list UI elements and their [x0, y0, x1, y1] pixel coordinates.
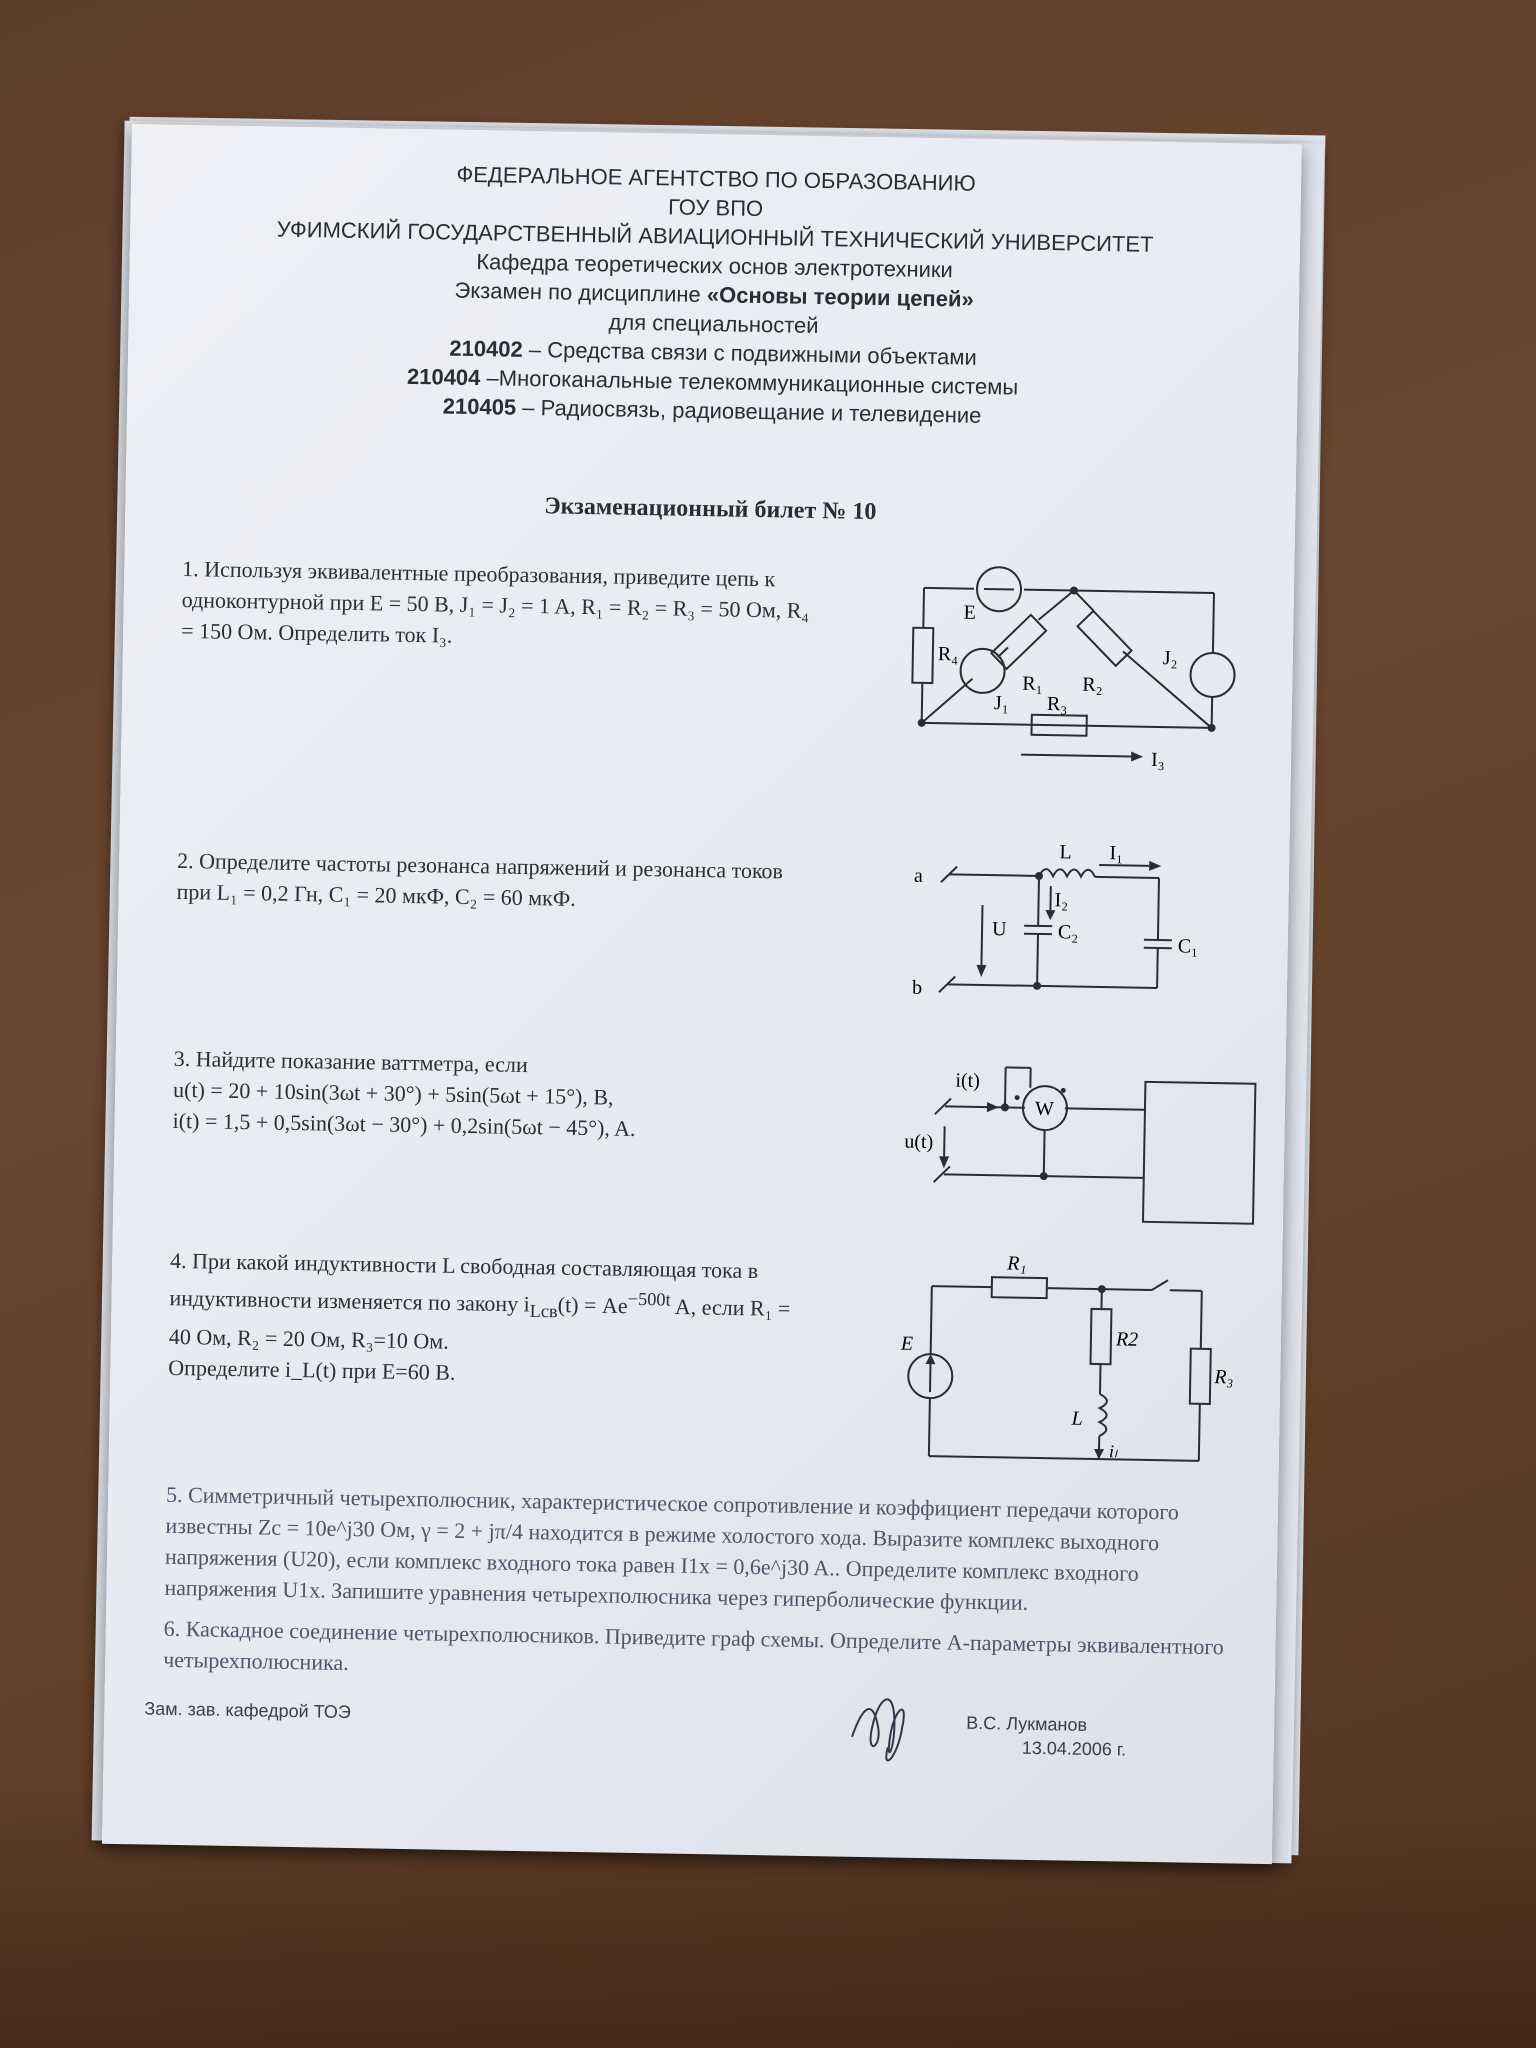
task-4-subquestion: Определите i_L(t) при E=60 B. — [168, 1354, 456, 1385]
switch-icon — [1152, 1280, 1168, 1290]
label-r4: R₄ — [937, 643, 959, 666]
handwritten-signature — [841, 1667, 923, 1778]
resistor-r3-icon — [1190, 1349, 1211, 1404]
university-line: УФИМСКИЙ ГОСУДАРСТВЕННЫЙ АВИАЦИОННЫЙ ТЕХНИЧЕСКИЙ УНИВЕРСИТЕТ — [276, 216, 1154, 257]
deputy-head-label: Зам. зав. кафедрой ТОЭ — [144, 1698, 351, 1723]
specialties-label: для специальностей — [608, 309, 819, 339]
specialty-3: 210405 – Радиосвязь, радиовещание и телевидение — [442, 393, 982, 428]
label-u: U — [991, 918, 1007, 941]
wattmeter-circuit-diagram — [903, 1056, 1236, 1242]
label-i2: I₂ — [1054, 889, 1069, 912]
task-2-text: 2. Определите частоты резонанса напряжений и резонанса токов при L₁ = 0,2 Гн, C₁ = 20 мкФ, C₂ = 60 мкФ. — [176, 847, 784, 911]
specialty-2: 210404 –Многоканальные телекоммуникационные системы — [406, 363, 1019, 400]
label-r2: R₂ — [1082, 673, 1103, 697]
agency-line: ФЕДЕРАЛЬНОЕ АГЕНТСТВО ПО ОБРАЗОВАНИЮ — [456, 161, 976, 196]
label-c2: C₂ — [1057, 921, 1079, 944]
signer-name: В.С. Лукманов — [966, 1712, 1088, 1735]
resistor-r2-icon — [1078, 611, 1132, 666]
label-u-t: u(t) — [904, 1130, 934, 1154]
label-c1: C₁ — [1177, 935, 1199, 958]
task-3-intro: 3. Найдите показание ваттметра, если — [173, 1045, 528, 1078]
label-r3: R₃ — [1046, 693, 1068, 716]
discipline-line: Экзамен по дисциплине «Основы теории цепей» — [454, 277, 974, 312]
load-box-icon — [1143, 1082, 1255, 1224]
label-il: iₗ — [1108, 1441, 1118, 1462]
task-1-text: 1. Используя эквивалентные преобразования, приведите цепь к одноконтурной при E = 50 B, J₁ = J₂ = 1 A, R₁ = R₂ = R₃ = 50 Ом, R₄ = 150 Ом. Определить ток I₃. — [180, 555, 810, 648]
task-6-text: 6. Каскадное соединение четырехполюсников. Приведите граф схемы. Определите A-параметры эквивалентного четырехполюсника. — [162, 1615, 1225, 1676]
task-3-voltage: u(t) = 20 + 10sin(3ωt + 30°) + 5sin(5ωt + 15°), B, — [172, 1076, 614, 1110]
circuit-diagram-1 — [910, 558, 1244, 804]
label-j1: J₁ — [993, 692, 1009, 715]
task-5-text: 5. Симметричный четырехполюсник, характеристическое сопротивление и коэффициент передачи которого известны Zc = 10e^j30 Ом, γ = 2 + jπ/4 находится в режиме холостого хода. Выразите комплекс выходного напряжения (U20), если комплекс входного тока равен I1x = 0,6e^j30 A.. Определите комплекс входного напряжения U1x. Запишите уравнения четырехполюсника через гиперболические функции. — [164, 1481, 1180, 1615]
resistor-r4-icon — [912, 628, 933, 683]
resistor-r1-icon — [992, 1277, 1047, 1298]
document-header — [127, 154, 1301, 435]
label-i-t: i(t) — [955, 1069, 981, 1092]
resistor-r1-icon — [991, 615, 1046, 669]
resistor-r2-icon — [1091, 1309, 1112, 1364]
task-4-text — [168, 1245, 810, 1394]
task-3-current: i(t) = 1,5 + 0,5sin(3ωt − 30°) + 0,2sin(5ωt − 45°), A. — [172, 1107, 636, 1141]
label-r1: R₁ — [1007, 1252, 1027, 1275]
label-j2: J₂ — [1162, 647, 1178, 670]
label-l: L — [1071, 1407, 1083, 1430]
current-source-j2-icon — [1190, 653, 1235, 698]
label-i3: I₃ — [1150, 748, 1165, 772]
current-source-j1-icon — [960, 649, 1005, 694]
exam-ticket-sheet — [102, 124, 1302, 1864]
inductor-l-icon — [1099, 1394, 1107, 1436]
label-e: E — [963, 601, 977, 624]
gou-line: ГОУ ВПО — [667, 194, 764, 222]
transient-circuit-diagram — [899, 1246, 1234, 1472]
task-4-question: 4. При какой индуктивности L свободная составляющая тока в индуктивности изменяется по закону $i_{Lсв}(t) = Ae^{-500t}$ A, если R₁ = 40 Ом, R₂ = 20 Ом, R₃=10 Ом. — [168, 1247, 791, 1354]
label-r3: R₃ — [1214, 1366, 1234, 1389]
label-l: L — [1059, 841, 1072, 864]
label-a: a — [913, 864, 924, 887]
specialty-1: 210402 – Средства связи с подвижными объектами — [449, 335, 978, 370]
task-3-text — [172, 1043, 814, 1147]
inductor-l-icon — [1039, 869, 1095, 877]
ticket-title: Экзаменационный билет № 10 — [544, 493, 877, 526]
department-line: Кафедра теоретических основ электротехники — [476, 249, 954, 283]
circuit-diagram-2 — [907, 841, 1230, 1020]
label-e: E — [900, 1332, 914, 1355]
signature-date: 13.04.2006 г. — [1021, 1737, 1127, 1760]
label-r2: R2 — [1115, 1328, 1139, 1351]
label-w: W — [1034, 1097, 1055, 1121]
label-b: b — [911, 976, 923, 999]
label-i1: I₁ — [1109, 842, 1124, 865]
label-r1: R₁ — [1022, 672, 1043, 695]
